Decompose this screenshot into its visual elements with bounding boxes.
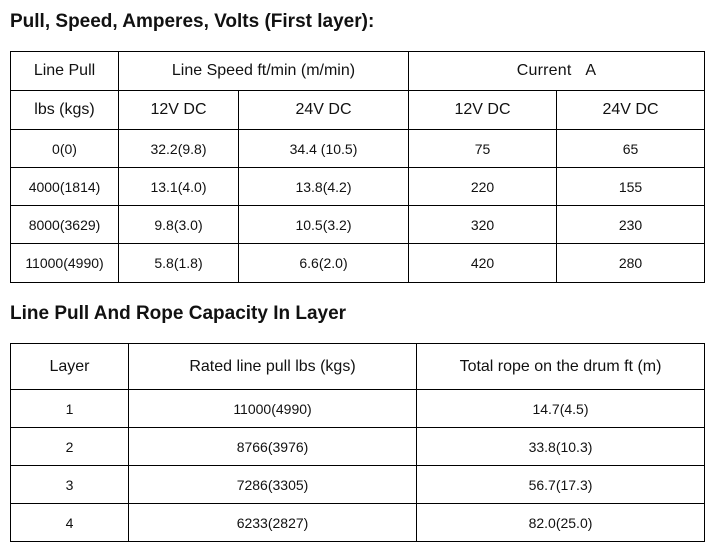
rated-pull-header: Rated line pull lbs (kgs) [129,344,417,390]
table-header-row [11,344,705,390]
speed-12v-cell: 9.8(3.0) [119,206,239,244]
table-row [11,504,705,542]
layer-cell: 4 [11,504,129,542]
table-row [11,130,705,168]
current-24v-cell: 155 [557,168,705,206]
speed-24v-cell: 13.8(4.2) [239,168,409,206]
speed-12v-cell: 32.2(9.8) [119,130,239,168]
current-12v-cell: 320 [409,206,557,244]
units-header: lbs (kgs) [11,91,119,130]
rope-length-header: Total rope on the drum ft (m) [417,344,705,390]
rope-length-cell: 82.0(25.0) [417,504,705,542]
speed-12v-cell: 13.1(4.0) [119,168,239,206]
rope-length-cell: 33.8(10.3) [417,428,705,466]
current-12v-cell: 75 [409,130,557,168]
speed-24v-cell: 6.6(2.0) [239,244,409,283]
table-row [11,466,705,504]
table-row [11,390,705,428]
rope-capacity-table [10,343,705,542]
layer-cell: 3 [11,466,129,504]
rated-pull-cell: 11000(4990) [129,390,417,428]
speed-24v-cell: 10.5(3.2) [239,206,409,244]
table-row [11,168,705,206]
current-24v-header: 24V DC [557,91,705,130]
pull-speed-amperes-volts-table [10,51,705,283]
rope-length-cell: 14.7(4.5) [417,390,705,428]
layer-header: Layer [11,344,129,390]
line-pull-cell: 4000(1814) [11,168,119,206]
current-24v-cell: 280 [557,244,705,283]
current-24v-cell: 65 [557,130,705,168]
current-12v-cell: 220 [409,168,557,206]
speed-24v-header: 24V DC [239,91,409,130]
rated-pull-cell: 8766(3976) [129,428,417,466]
current-header: Current A [409,52,705,91]
current-12v-header: 12V DC [409,91,557,130]
rope-length-cell: 56.7(17.3) [417,466,705,504]
table-subheader-row [11,91,705,130]
current-12v-cell: 420 [409,244,557,283]
speed-12v-header: 12V DC [119,91,239,130]
table-row [11,206,705,244]
layer-cell: 2 [11,428,129,466]
current-24v-cell: 230 [557,206,705,244]
table-header-row [11,52,705,91]
rated-pull-cell: 6233(2827) [129,504,417,542]
table-row [11,428,705,466]
line-pull-header: Line Pull [11,52,119,91]
speed-12v-cell: 5.8(1.8) [119,244,239,283]
rated-pull-cell: 7286(3305) [129,466,417,504]
speed-24v-cell: 34.4 (10.5) [239,130,409,168]
layer-cell: 1 [11,390,129,428]
rope-capacity-table-title: Line Pull And Rope Capacity In Layer [10,303,347,324]
line-speed-header: Line Speed ft/min (m/min) [119,52,409,91]
line-pull-cell: 8000(3629) [11,206,119,244]
line-pull-cell: 11000(4990) [11,244,119,283]
pull-speed-table-title: Pull, Speed, Amperes, Volts (First layer): [10,11,375,32]
line-pull-cell: 0(0) [11,130,119,168]
table-row [11,244,705,283]
